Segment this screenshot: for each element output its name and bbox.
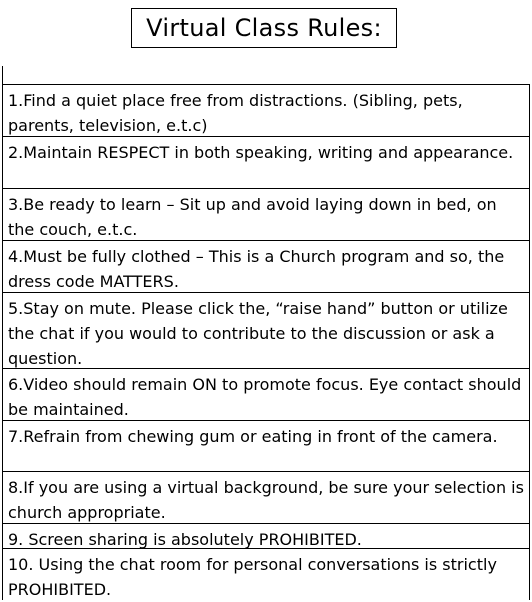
rule-text-6: 6.Video should remain ON to promote focus. Eye contact should be maintained. xyxy=(8,375,522,419)
rule-text-10: 10. Using the chat room for personal conversations is strictly PROHIBITED. xyxy=(8,555,497,599)
rule-row-4 xyxy=(3,241,529,293)
rule-row-10 xyxy=(3,549,529,601)
page-title: Virtual Class Rules: xyxy=(131,8,397,48)
rule-row-6 xyxy=(3,369,529,421)
rule-row-7 xyxy=(3,421,529,472)
table-edge-tick xyxy=(2,66,3,84)
rule-text-8: 8.If you are using a virtual background, be sure your selection is church appropriate. xyxy=(8,478,524,522)
rule-text-3: 3.Be ready to learn – Sit up and avoid laying down in bed, on the couch, e.t.c. xyxy=(8,195,497,239)
rule-row-3 xyxy=(3,189,529,241)
rule-row-1 xyxy=(3,85,529,137)
rule-text-4: 4.Must be fully clothed – This is a Church program and so, the dress code MATTERS. xyxy=(8,247,505,291)
rule-text-1: 1.Find a quiet place free from distractions. (Sibling, pets, parents, television, e.t.c) xyxy=(8,91,463,135)
rules-table xyxy=(2,84,530,600)
rule-text-2: 2.Maintain RESPECT in both speaking, writing and appearance. xyxy=(8,143,514,162)
rule-row-9 xyxy=(3,524,529,549)
rule-row-8 xyxy=(3,472,529,524)
rule-text-9: 9. Screen sharing is absolutely PROHIBITED. xyxy=(8,530,362,549)
rule-text-5: 5.Stay on mute. Please click the, “raise hand” button or utilize the chat if you would to contribute to the discussion or ask a question. xyxy=(8,299,508,368)
rule-text-7: 7.Refrain from chewing gum or eating in front of the camera. xyxy=(8,427,498,446)
rule-row-5 xyxy=(3,293,529,369)
rule-row-2 xyxy=(3,137,529,189)
